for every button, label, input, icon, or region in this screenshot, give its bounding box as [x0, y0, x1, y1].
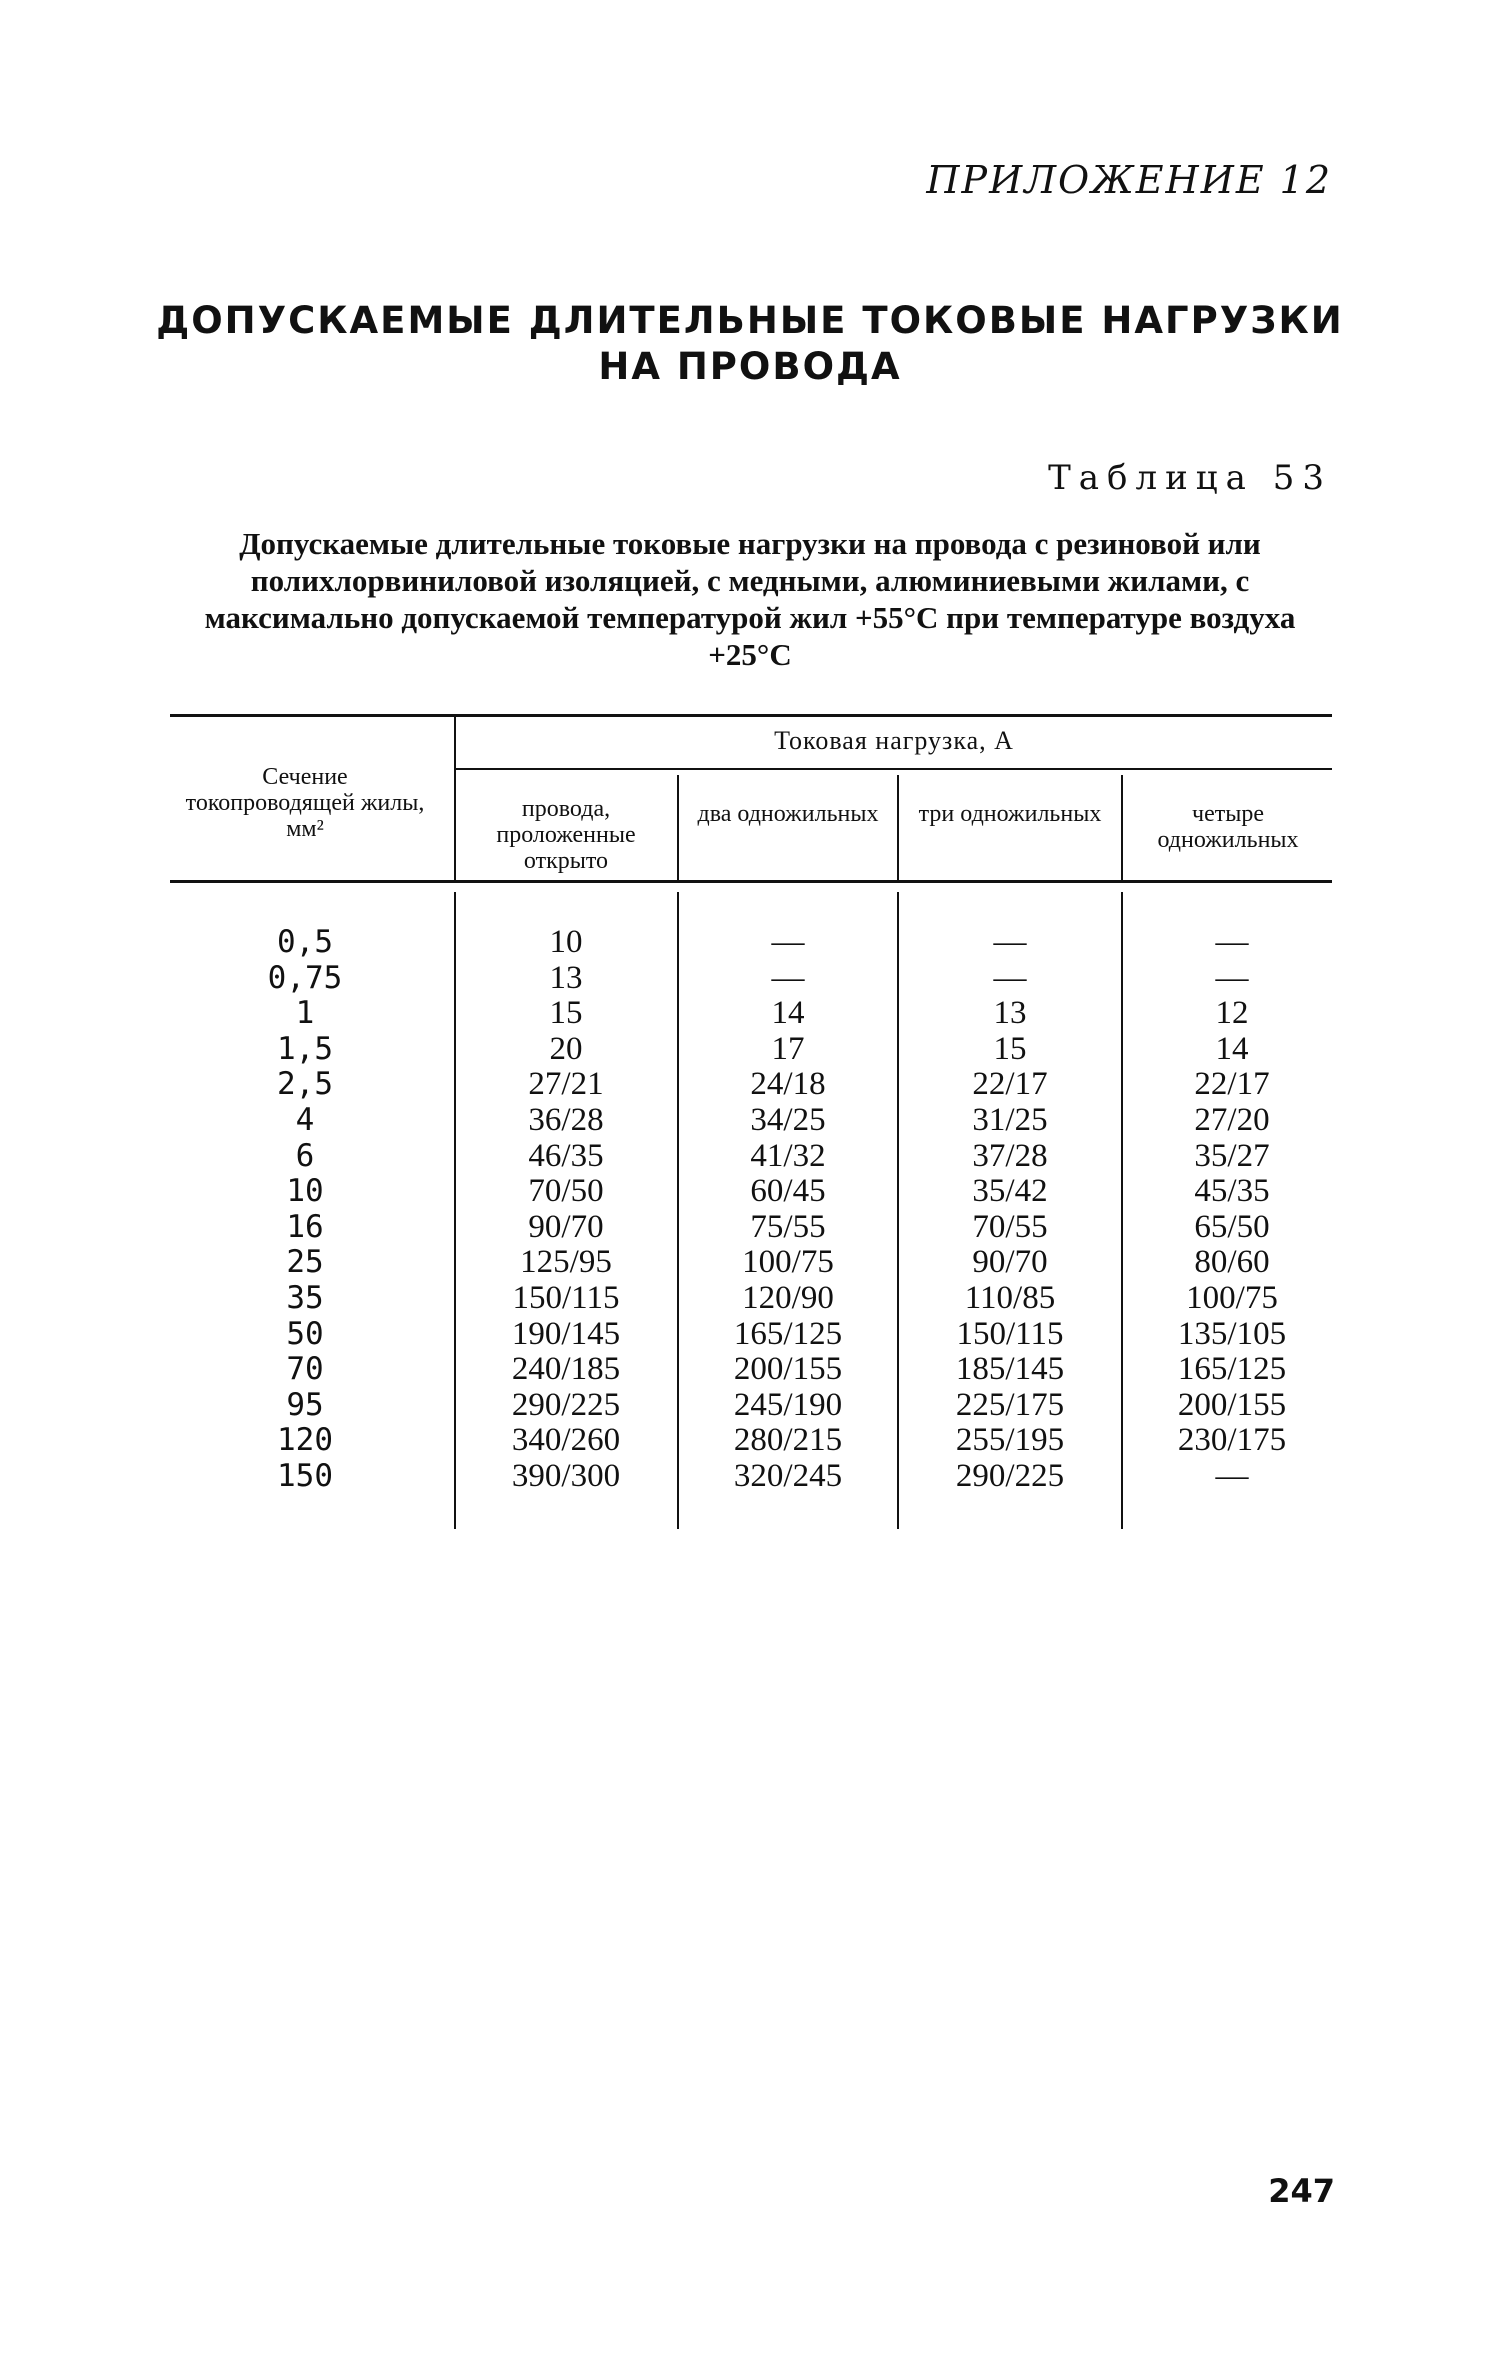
table-cell: 185/145	[955, 1351, 1065, 1388]
table-cell: 150	[277, 1457, 333, 1494]
group-header-rule	[455, 768, 1332, 770]
table-cell: 35	[286, 1279, 324, 1316]
table-cell: 0,5	[277, 924, 333, 960]
table-cell: 150/115	[512, 1279, 620, 1316]
table-cell: 14	[1215, 1030, 1249, 1067]
table-cell: 36/28	[528, 1101, 604, 1138]
table-cell: 31/25	[972, 1101, 1048, 1138]
table-cell: 255/195	[955, 1422, 1065, 1459]
column-section	[225, 925, 385, 1495]
table-cell: 390/300	[511, 1457, 621, 1494]
table-cell: 95	[286, 1386, 324, 1423]
table-cell: 16	[286, 1208, 324, 1245]
table-label: Таблица 53	[1048, 458, 1332, 498]
table-cell: 2,5	[277, 1066, 333, 1103]
table-cell: 46/35	[528, 1137, 604, 1174]
table-cell: —	[993, 924, 1027, 960]
table-cell: 50	[286, 1315, 324, 1352]
header-four: четыре одножильных	[1157, 801, 1299, 853]
table-cell: 45/35	[1194, 1173, 1270, 1210]
table-cell: 75/55	[750, 1208, 826, 1245]
table-cell: 230/175	[1177, 1422, 1287, 1459]
column-four	[1132, 925, 1332, 1495]
header-bottom-rule	[170, 880, 1332, 883]
table-cell: 15	[549, 995, 583, 1032]
table-cell: 135/105	[1177, 1315, 1287, 1352]
table-divider	[1121, 775, 1123, 880]
table-cell: 13	[549, 959, 583, 996]
table-cell: 17	[771, 1030, 805, 1067]
table-cell: 240/185	[511, 1351, 621, 1388]
table-cell: 70/55	[972, 1208, 1048, 1245]
table-cell: 110/85	[964, 1279, 1056, 1316]
table-cell: 22/17	[1194, 1066, 1270, 1103]
table-cell: —	[1215, 924, 1249, 960]
table-cell: 100/75	[1186, 1279, 1278, 1316]
table-cell: 35/42	[972, 1173, 1048, 1210]
header-three: три одножильных	[918, 801, 1102, 827]
table-divider	[677, 775, 679, 880]
appendix-label: ПРИЛОЖЕНИЕ 12	[926, 158, 1332, 202]
header-open: провода, проложенные открыто	[496, 796, 636, 874]
table-cell: 200/155	[1177, 1386, 1287, 1423]
table-cell: 1	[295, 995, 315, 1032]
table-cell: 34/25	[750, 1101, 826, 1138]
table-cell: 200/155	[733, 1351, 843, 1388]
table-cell: 65/50	[1194, 1208, 1270, 1245]
table-cell: 60/45	[750, 1173, 826, 1210]
table-divider	[454, 892, 456, 1529]
table-cell: 120/90	[742, 1279, 834, 1316]
column-three	[910, 925, 1110, 1495]
table-cell: 290/225	[955, 1457, 1065, 1494]
table-cell: 6	[295, 1137, 315, 1174]
page-number: 247	[1268, 2172, 1335, 2210]
table-cell: —	[771, 924, 805, 960]
table-cell: 35/27	[1194, 1137, 1270, 1174]
table-cell: 120	[277, 1422, 333, 1459]
table-cell: 41/32	[750, 1137, 826, 1174]
table-cell: 280/215	[733, 1422, 843, 1459]
table-top-rule	[170, 714, 1332, 717]
table-cell: 90/70	[528, 1208, 604, 1245]
column-two	[690, 925, 886, 1495]
table-cell: 150/115	[956, 1315, 1064, 1352]
table-cell: 24/18	[750, 1066, 826, 1103]
table-cell: —	[1215, 1457, 1249, 1494]
table-cell: —	[771, 959, 805, 996]
table-cell: 245/190	[733, 1386, 843, 1423]
table-cell: 15	[993, 1030, 1027, 1067]
table-caption: Допускаемые длительные токовые нагрузки на провода с резиновой или полихлорвиниловой изоляцией, с медными, алюминиевыми жилами, с максимально допускаемой температурой жил +55°С при температуре воздуха +25°С	[204, 526, 1296, 672]
table-cell: 340/260	[511, 1422, 621, 1459]
table-cell: 27/20	[1194, 1101, 1270, 1138]
table-cell: 290/225	[511, 1386, 621, 1423]
table-cell: 125/95	[520, 1244, 612, 1281]
column-open	[466, 925, 666, 1495]
table-cell: 37/28	[972, 1137, 1048, 1174]
table-cell: 10	[286, 1173, 324, 1210]
table-divider	[897, 892, 899, 1529]
table-cell: —	[1215, 959, 1249, 996]
table-cell: 12	[1215, 995, 1249, 1032]
header-load-group: Токовая нагрузка, А	[774, 726, 1014, 755]
table-cell: 27/21	[528, 1066, 604, 1103]
table-cell: 165/125	[733, 1315, 843, 1352]
table-divider	[1121, 892, 1123, 1529]
table-divider	[897, 775, 899, 880]
table-cell: 70	[286, 1351, 324, 1388]
table-divider	[677, 892, 679, 1529]
table-cell: 22/17	[972, 1066, 1048, 1103]
table-cell: 190/145	[511, 1315, 621, 1352]
table-cell: 14	[771, 995, 805, 1032]
table-cell: —	[993, 959, 1027, 996]
table-cell: 0,75	[267, 959, 343, 996]
table-cell: 225/175	[955, 1386, 1065, 1423]
table-cell: 1,5	[277, 1030, 333, 1067]
table-cell: 320/245	[733, 1457, 843, 1494]
page-title: ДОПУСКАЕМЫЕ ДЛИТЕЛЬНЫЕ ТОКОВЫЕ НАГРУЗКИ НА ПРОВОДА	[156, 299, 1344, 388]
header-two: два одножильных	[697, 801, 879, 827]
table-cell: 80/60	[1194, 1244, 1270, 1281]
table-cell: 20	[549, 1030, 583, 1067]
table-cell: 70/50	[528, 1173, 604, 1210]
table-cell: 25	[286, 1244, 324, 1281]
table-cell: 165/125	[1177, 1351, 1287, 1388]
table-cell: 4	[295, 1101, 315, 1138]
header-section: Сечение токопроводящей жилы, мм²	[185, 764, 425, 842]
table-cell: 10	[549, 924, 583, 960]
table-cell: 90/70	[972, 1244, 1048, 1281]
table-cell: 13	[993, 995, 1027, 1032]
table-cell: 100/75	[742, 1244, 834, 1281]
